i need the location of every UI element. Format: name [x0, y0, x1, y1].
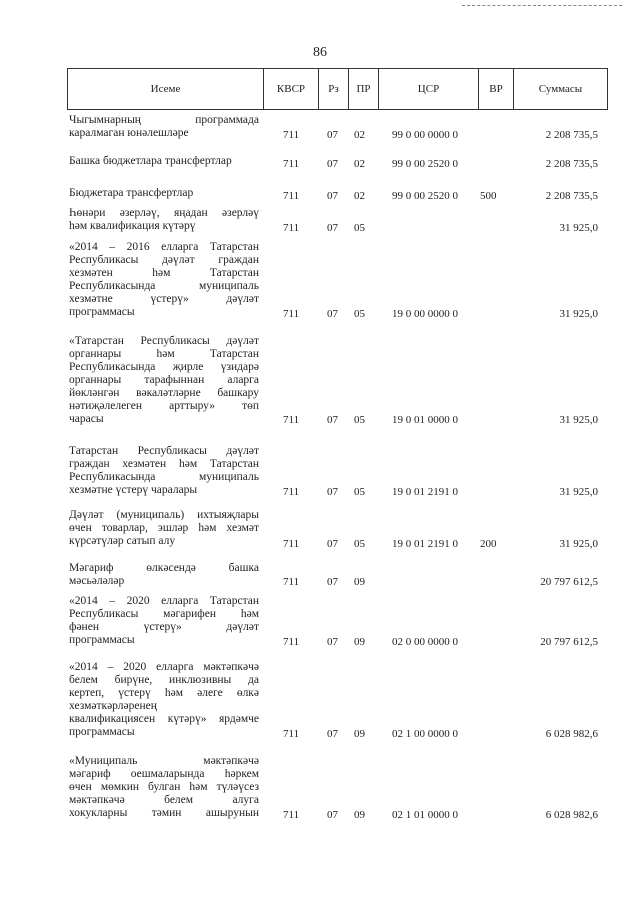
cell-pr: 09 — [354, 809, 365, 821]
cell-rz: 07 — [327, 538, 338, 550]
cell-sum: 2 208 735,5 — [545, 129, 598, 141]
cell-kvsr: 711 — [283, 158, 300, 170]
table-row — [0, 755, 640, 822]
header-vr: ВР — [479, 69, 514, 109]
table-header — [67, 68, 608, 110]
row-name: «2014 – 2020 елларга мәктәпкәчә белем бирүне, инклюзивны да кертеп, үстерү һәм әлеге өлкә хезмәткәрләренең квалификациясен күтәрү» ярдәмче программасы — [69, 661, 259, 738]
row-name: «2014 – 2020 елларга Татарстан Республикасы мәгарифен һәм фәнен үстерү» дәүләт программасы — [69, 595, 259, 646]
cell-kvsr: 711 — [283, 576, 300, 588]
cell-kvsr: 711 — [283, 809, 300, 821]
row-name: Чыгымнарның программада каралмаган юнәлешләре — [69, 114, 259, 139]
page-number: 86 — [313, 45, 327, 60]
cell-csr: 99 0 00 0000 0 — [392, 129, 458, 141]
cell-rz: 07 — [327, 809, 338, 821]
cell-sum: 31 925,0 — [559, 222, 598, 234]
row-name: «Муниципаль мәктәпкәчә мәгариф оешмаларында һәркем өчен мөмкин булган һәм түләүсез мәктәпкәчә белем алуга хокукларны тәмин ашырунын — [69, 755, 259, 819]
cell-kvsr: 711 — [283, 308, 300, 320]
cell-vr: 500 — [480, 190, 497, 202]
cell-pr: 05 — [354, 486, 365, 498]
cell-rz: 07 — [327, 222, 338, 234]
table-row — [0, 661, 640, 741]
cell-sum: 31 925,0 — [559, 414, 598, 426]
cell-sum: 6 028 982,6 — [545, 728, 598, 740]
row-name: Башка бюджетлара трансфертлар — [69, 155, 232, 167]
cell-kvsr: 711 — [283, 414, 300, 426]
cell-csr: 02 0 00 0000 0 — [392, 636, 458, 648]
cell-csr: 19 0 01 2191 0 — [392, 538, 458, 550]
cell-csr: 02 1 00 0000 0 — [392, 728, 458, 740]
cell-csr: 19 0 01 0000 0 — [392, 414, 458, 426]
cell-csr: 02 1 01 0000 0 — [392, 809, 458, 821]
cell-rz: 07 — [327, 414, 338, 426]
cell-pr: 05 — [354, 308, 365, 320]
cell-rz: 07 — [327, 728, 338, 740]
cell-pr: 05 — [354, 414, 365, 426]
cell-sum: 31 925,0 — [559, 486, 598, 498]
cell-pr: 09 — [354, 728, 365, 740]
header-kvsr: КВСР — [264, 69, 319, 109]
cell-pr: 09 — [354, 576, 365, 588]
cell-rz: 07 — [327, 158, 338, 170]
table-row — [0, 562, 640, 589]
cell-sum: 20 797 612,5 — [540, 576, 598, 588]
cell-kvsr: 711 — [283, 129, 300, 141]
row-name: Бюджетара трансфертлар — [69, 187, 194, 199]
cell-rz: 07 — [327, 190, 338, 202]
cell-pr: 02 — [354, 129, 365, 141]
cell-csr: 19 0 01 2191 0 — [392, 486, 458, 498]
cell-kvsr: 711 — [283, 486, 300, 498]
row-name: Мәгариф өлкәсендә башка мәсьәләләр — [69, 562, 259, 587]
cell-csr: 99 0 00 2520 0 — [392, 158, 458, 170]
table-row — [0, 595, 640, 649]
cell-rz: 07 — [327, 576, 338, 588]
table-row — [0, 445, 640, 499]
cell-kvsr: 711 — [283, 222, 300, 234]
scan-mark — [462, 5, 622, 8]
cell-csr: 19 0 00 0000 0 — [392, 308, 458, 320]
cell-kvsr: 711 — [283, 636, 300, 648]
cell-rz: 07 — [327, 308, 338, 320]
cell-vr: 200 — [480, 538, 497, 550]
table-row — [0, 155, 640, 171]
cell-rz: 07 — [327, 129, 338, 141]
cell-rz: 07 — [327, 636, 338, 648]
cell-sum: 20 797 612,5 — [540, 636, 598, 648]
cell-sum: 2 208 735,5 — [545, 158, 598, 170]
table-row — [0, 241, 640, 321]
table-row — [0, 207, 640, 235]
cell-sum: 6 028 982,6 — [545, 809, 598, 821]
cell-rz: 07 — [327, 486, 338, 498]
cell-sum: 2 208 735,5 — [545, 190, 598, 202]
header-csr: ЦСР — [379, 69, 479, 109]
cell-sum: 31 925,0 — [559, 538, 598, 550]
header-rz: Рз — [319, 69, 349, 109]
cell-csr: 99 0 00 2520 0 — [392, 190, 458, 202]
row-name: «Татарстан Республикасы дәүләт органнары һәм Татарстан Республикасында җирле үзидарә органнары тарафыннан аларга йөкләнгән вәкаләтләрне башкару нәтиҗәлелеген арттыру» төп чарасы — [69, 335, 259, 425]
cell-pr: 02 — [354, 158, 365, 170]
cell-kvsr: 711 — [283, 538, 300, 550]
table-row — [0, 335, 640, 427]
header-name: Исеме — [68, 69, 264, 109]
table-row — [0, 187, 640, 203]
row-name: Һөнәри әзерләү, яңадан әзерләү һәм квалификация күтәрү — [69, 207, 259, 232]
cell-kvsr: 711 — [283, 728, 300, 740]
row-name: Татарстан Республикасы дәүләт граждан хезмәтен һәм Татарстан Республикасында муниципаль хезмәтне үстерү чаралары — [69, 445, 259, 496]
header-sum: Суммасы — [538, 83, 583, 95]
cell-pr: 09 — [354, 636, 365, 648]
header-pr: ПР — [349, 69, 379, 109]
cell-pr: 05 — [354, 222, 365, 234]
cell-kvsr: 711 — [283, 190, 300, 202]
cell-sum: 31 925,0 — [559, 308, 598, 320]
table-row — [0, 509, 640, 551]
row-name: «2014 – 2016 елларга Татарстан Республикасы дәүләт граждан хезмәтен һәм Татарстан Республикасында муниципаль хезмәтне үстерү» дәүләт программасы — [69, 241, 259, 318]
cell-pr: 02 — [354, 190, 365, 202]
table-row — [0, 114, 640, 142]
row-name: Дәүләт (муниципаль) ихтыяҗлары өчен товарлар, эшләр һәм хезмәт күрсәтүләр сатып алу — [69, 509, 259, 547]
cell-pr: 05 — [354, 538, 365, 550]
